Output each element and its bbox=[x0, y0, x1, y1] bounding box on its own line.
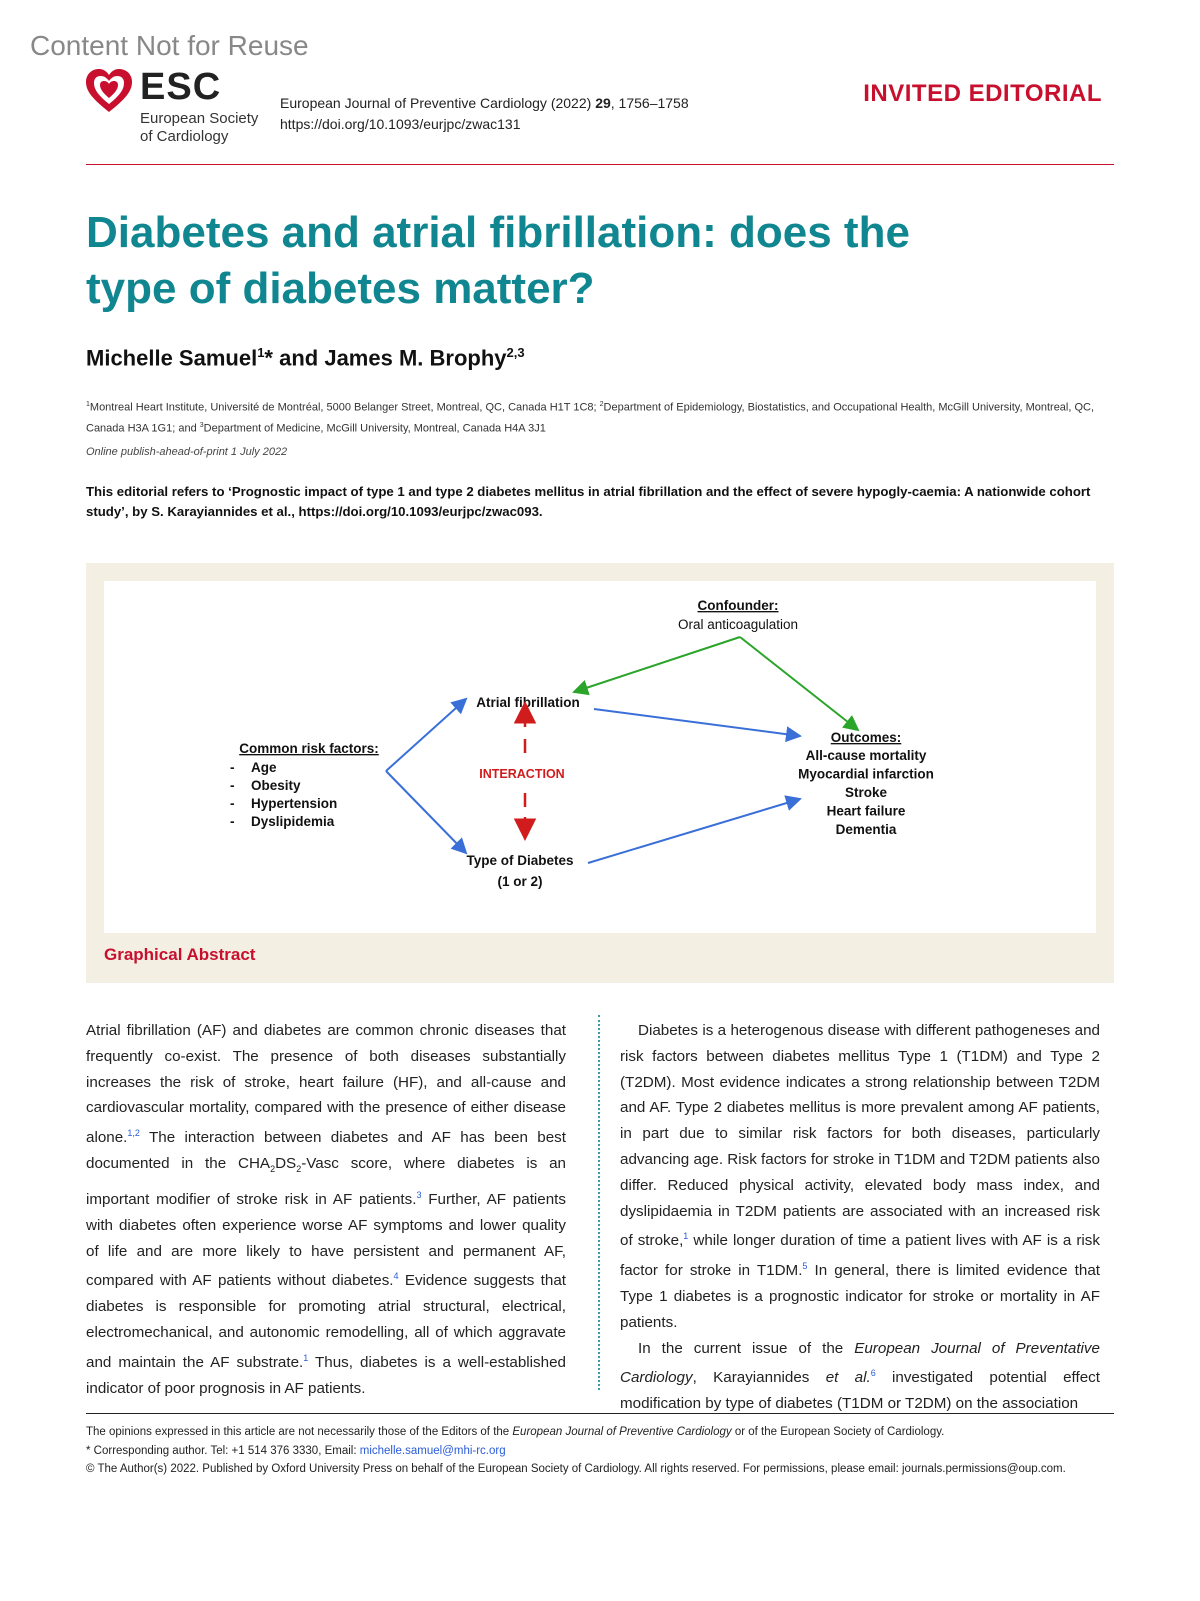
risk-to-type-arrow bbox=[386, 771, 466, 853]
logo-subtitle bbox=[140, 110, 258, 146]
confounder-to-af-arrow bbox=[574, 637, 740, 692]
body-text: -Vasc score, where diabetes is an important modifier of stroke risk in AF patients. bbox=[86, 1155, 567, 1208]
outcome-item: All-cause mortality bbox=[805, 748, 927, 763]
body-text: Thus, diabetes is a well-established indicator of poor prognosis in AF patients. bbox=[86, 1353, 566, 1397]
graphical-abstract-label: Graphical Abstract bbox=[104, 945, 256, 964]
footer-divider bbox=[86, 1413, 1114, 1414]
citation-ref[interactable]: 6 bbox=[870, 1368, 876, 1379]
article-title-line2: type of diabetes matter? bbox=[86, 264, 595, 313]
outcome-item: Myocardial infarction bbox=[798, 766, 934, 782]
article-title bbox=[86, 205, 1086, 317]
footnote-journal: European Journal of Preventive Cardiology bbox=[512, 1426, 732, 1438]
confounder-label: Oral anticoagulation bbox=[677, 617, 799, 632]
author-name: James M. Brophy bbox=[324, 345, 507, 371]
et-al-italic: et al. bbox=[825, 1369, 871, 1387]
citation-ref[interactable]: 3 bbox=[416, 1189, 422, 1200]
footnotes bbox=[86, 1423, 1116, 1479]
citation-ref[interactable]: 1 bbox=[683, 1231, 689, 1242]
risk-factors-title: Common risk factors: bbox=[239, 741, 379, 756]
esc-heart-logo-icon bbox=[84, 68, 134, 114]
logo-subtitle-line1: European Society bbox=[140, 110, 259, 127]
body-text: DS bbox=[275, 1155, 297, 1173]
risk-factor-item: Dyslipidemia bbox=[251, 814, 335, 829]
disclaimer-note bbox=[86, 1423, 1116, 1442]
copyright-note: © The Author(s) 2022. Published by Oxford University Press on behalf of the European Society of Cardiology. All rights reserved. For permissions, please email: journals.permissions@oup.com. bbox=[86, 1463, 1066, 1475]
outcomes-title: Outcomes: bbox=[830, 730, 902, 745]
publication-date: Online publish-ahead-of-print 1 July 2022 bbox=[86, 446, 288, 458]
outcome-item: Dementia bbox=[835, 822, 897, 837]
journal-citation bbox=[280, 93, 689, 135]
body-paragraph bbox=[86, 1018, 566, 1401]
outcome-item: Stroke bbox=[844, 785, 888, 800]
body-paragraph bbox=[620, 1018, 1100, 1336]
affiliation-mark: 1 bbox=[86, 401, 90, 408]
journal-citation-line bbox=[280, 93, 689, 114]
body-text: Evidence suggests that diabetes is responsible for promoting atrial structural, electrical, electromechanical, and autonomic remodelling, all of which aggravate and maintain the AF substrate. bbox=[86, 1272, 566, 1371]
author-list bbox=[86, 345, 525, 371]
risk-factors-list bbox=[230, 760, 337, 829]
risk-factor-bullet: - bbox=[230, 778, 235, 793]
affiliation-mark: 3 bbox=[199, 421, 204, 429]
footnote-text: or of the European Society of Cardiology. bbox=[731, 1426, 945, 1438]
affiliation-text: Montreal Heart Institute, Université de Montréal, 5000 Belanger Street, Montreal, QC, Canada H1T 1C8; bbox=[89, 401, 600, 414]
article-title-line1: Diabetes and atrial fibrillation: does the bbox=[86, 208, 910, 257]
author-affiliation-mark: 2,3 bbox=[506, 345, 525, 360]
confounder-to-outcomes-arrow bbox=[740, 637, 858, 730]
footnote-text: * Corresponding author. Tel: +1 514 376 3330, Email: bbox=[86, 1444, 360, 1457]
risk-to-af-arrow bbox=[386, 699, 466, 771]
journal-doi-link[interactable]: https://doi.org/10.1093/eurjpc/zwac131 bbox=[280, 116, 521, 132]
risk-factor-bullet: - bbox=[230, 814, 235, 829]
citation-ref[interactable]: 1,2 bbox=[127, 1128, 140, 1139]
journal-name-italic: European Journal of Preventative Cardiology bbox=[620, 1339, 1100, 1387]
subscript: 2 bbox=[296, 1164, 302, 1175]
author-affiliation-mark: 1 bbox=[257, 345, 265, 360]
logo-wordmark: ESC bbox=[140, 66, 222, 108]
type-to-outcomes-arrow bbox=[588, 799, 800, 863]
af-to-outcomes-arrow bbox=[594, 709, 800, 736]
graphical-abstract-diagram bbox=[104, 581, 1096, 933]
af-node: Atrial fibrillation bbox=[476, 695, 580, 710]
affiliation-text: Department of Epidemiology, Biostatistics, and Occupational Health, McGill University, Montreal, QC, Canada H3A 1G1; and bbox=[86, 401, 1095, 435]
body-text: Atrial fibrillation (AF) and diabetes are common chronic diseases that frequently co-exist. The presence of both diseases substantially increases the risk of stroke, heart failure (HF), and all-cause and cardiovascular mortality, compared with the presence of either disease alone. bbox=[86, 1022, 566, 1147]
column-divider bbox=[598, 1015, 600, 1390]
body-text: In general, there is limited evidence that Type 1 diabetes is a prognostic indicator for stroke or mortality in AF patients. bbox=[620, 1262, 1100, 1331]
outcomes-list bbox=[798, 748, 934, 837]
affiliation-text: Department of Medicine, McGill University, Montreal, Canada H4A 3J1 bbox=[203, 422, 546, 435]
article-type: INVITED EDITORIAL bbox=[863, 80, 1102, 107]
body-text: Diabetes is a heterogenous disease with different pathogeneses and risk factors between diabetes mellitus Type 1 (T1DM) and Type 2 (T2DM). Most evidence indicates a strong relationship between T2DM and AF. Type 2 diabetes mellitus is more prevalent among AF patients, in part due to similar risk factors for both diseases, particularly advancing age. Risk factors for stroke in T1DM and T2DM patients also differ. Reduced physical activity, elevated body mass index, and dyslipidaemia in T2DM patients are associated with an increased risk of stroke, bbox=[620, 1022, 1100, 1250]
body-column-right bbox=[620, 1018, 1100, 1417]
corresponding-note bbox=[86, 1442, 1116, 1461]
citation-ref[interactable]: 1 bbox=[303, 1352, 309, 1363]
body-text: In the current issue of the bbox=[638, 1339, 855, 1357]
citation-ref[interactable]: 4 bbox=[393, 1271, 399, 1282]
corresponding-mark: * bbox=[264, 345, 273, 371]
header-divider bbox=[86, 164, 1114, 165]
risk-factor-item: Hypertension bbox=[251, 796, 338, 811]
body-column-left bbox=[86, 1018, 566, 1401]
affiliations bbox=[86, 396, 1116, 437]
email-link[interactable]: michelle.samuel@mhi-rc.org bbox=[359, 1444, 506, 1457]
diabetes-type-node-sub: (1 or 2) bbox=[497, 874, 543, 889]
watermark-text: Content Not for Reuse bbox=[30, 30, 309, 61]
journal-pages: , 1756–1758 bbox=[610, 95, 689, 111]
interaction-label: INTERACTION bbox=[479, 767, 565, 781]
outcome-item: Heart failure bbox=[826, 803, 906, 819]
confounder-title: Confounder: bbox=[697, 598, 779, 613]
risk-factor-item: Obesity bbox=[251, 778, 301, 793]
body-text: investigated potential effect modification by type of diabetes (T1DM or T2DM) on the association bbox=[620, 1369, 1100, 1413]
body-text: Further, AF patients with diabetes often experience worse AF symptoms and lower quality of life and are more likely to have persistent and permanent AF, compared with AF patients without diabetes. bbox=[86, 1190, 566, 1290]
risk-factor-item: Age bbox=[251, 760, 277, 775]
body-paragraph bbox=[620, 1336, 1100, 1417]
body-text: while longer duration of time a patient lives with AF is a risk factor for stroke in T1DM. bbox=[620, 1232, 1100, 1280]
footnote-text: The opinions expressed in this article are not necessarily those of the Editors of the bbox=[86, 1426, 513, 1438]
citation-ref[interactable]: 5 bbox=[802, 1261, 808, 1272]
author-name: Michelle Samuel bbox=[86, 345, 258, 371]
journal-volume: 29 bbox=[595, 95, 611, 111]
journal-name: European Journal of Preventive Cardiology (2022) bbox=[280, 95, 596, 111]
body-text: , Karayiannides bbox=[692, 1369, 826, 1387]
risk-factor-bullet: - bbox=[230, 760, 235, 775]
author-separator: and bbox=[272, 345, 325, 371]
risk-factor-bullet: - bbox=[230, 796, 235, 811]
subscript: 2 bbox=[270, 1164, 276, 1175]
refers-to-note: This editorial refers to ‘Prognostic impact of type 1 and type 2 diabetes mellitus in atrial fibrillation and the effect of severe hypogly-caemia: A nationwide cohort study’, by S. Karayiannides et al., https://doi.org/10.1093/eurjpc/zwac093. bbox=[86, 484, 1091, 519]
body-text: The interaction between diabetes and AF has been best documented in the CHA bbox=[86, 1129, 566, 1173]
affiliation-mark: 2 bbox=[599, 401, 604, 408]
logo-subtitle-line2: of Cardiology bbox=[140, 128, 229, 145]
diabetes-type-node: Type of Diabetes bbox=[466, 853, 574, 868]
